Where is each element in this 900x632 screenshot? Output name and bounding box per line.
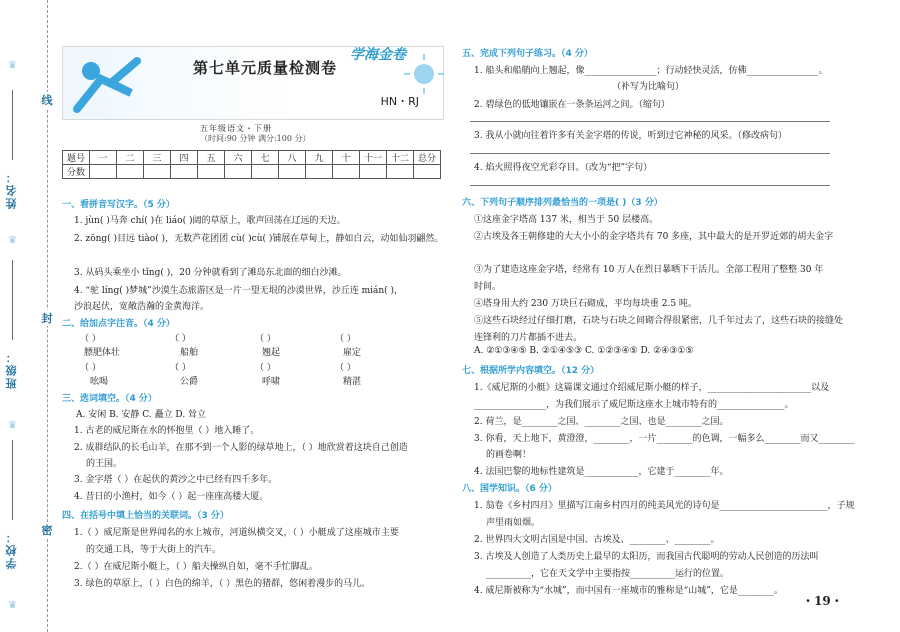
section-8-heading: 八、国学知识。（6 分）: [462, 484, 557, 494]
score-cell: 四: [171, 151, 198, 165]
q6-line: ④塔身用大约 230 万块巨石砌成，平均每块重 2.5 吨。: [474, 299, 697, 309]
q6-line: 时间。: [474, 282, 502, 292]
q3-line: 4. 昔日的小渔村，如今（ ）起一座座高楼大厦。: [74, 492, 269, 502]
section-2-heading: 二、给加点字注音。（4 分）: [62, 319, 175, 329]
section-4-heading: 四、在括号中填上恰当的关联词。（3 分）: [62, 511, 229, 521]
section-7-heading: 七、根据所学内容填空。（12 分）: [462, 366, 600, 376]
q4-line: 3. 绿色的草原上，（ ）白色的绵羊，（ ）黑色的猪群，悠闲着漫步的马儿。: [74, 579, 371, 589]
q5-line: （补写为比喻句）: [612, 82, 685, 92]
q7-line: 3. 你看，天上地下，黄澄澄，________，一片________的色调，一幅多么________而又________: [474, 434, 855, 444]
score-cell: 一: [90, 151, 117, 165]
pinyin-blank[interactable]: （ ）: [255, 363, 276, 373]
score-input[interactable]: [117, 165, 144, 179]
score-input[interactable]: [198, 165, 225, 179]
score-cell: 二: [117, 151, 144, 165]
word-item: 呼啸: [262, 377, 281, 387]
crown-icon: ♛: [8, 420, 17, 431]
q5-line: 3. 我从小就向往着许多有关金字塔的传说，听到过它神秘的风采。（修改病句）: [474, 131, 787, 141]
q3-line: 2. 成群结队的长毛山羊，在那不到一个人影的绿草地上，（ ）地欣赏着这块自己创造: [74, 443, 408, 453]
q6-line: ②古埃及各王朝修建的大大小小的金字塔共有 70 多座，其中最大的是开罗近郊的胡夫金字: [474, 232, 834, 242]
time-info: （时间:90 分钟 满分:100 分）: [200, 134, 311, 143]
score-input[interactable]: [225, 165, 252, 179]
q8-line: 2. 世界四大文明古国是中国、古埃及、________、________。: [474, 535, 720, 545]
score-cell: 七: [252, 151, 279, 165]
score-cell: 题号: [63, 151, 90, 165]
logo-figure-icon: [71, 53, 141, 113]
pinyin-blank[interactable]: （ ）: [80, 334, 101, 344]
score-input[interactable]: [252, 165, 279, 179]
q4-line: 2.（ ）在威尼斯小艇上，（ ）船夫操纵自如，毫不手忙脚乱。: [74, 562, 318, 572]
score-input[interactable]: [171, 165, 198, 179]
score-table-header-row: [63, 151, 441, 165]
q4-line: 1.（ ）威尼斯是世界闻名的水上城市，河道纵横交叉，（ ）小艇成了这座城市主要: [74, 528, 399, 538]
q6-line: ③为了建造这座金字塔，经常有 10 万人在烈日暴晒下干活儿。全部工程用了整整 30 年: [474, 265, 824, 275]
score-cell: 五: [198, 151, 225, 165]
q5-line: 4. 焰火照得夜空光彩夺目。（改为“把”字句）: [474, 163, 653, 173]
pinyin-blank[interactable]: （ ）: [335, 334, 356, 344]
pinyin-blank[interactable]: （ ）: [255, 334, 276, 344]
q5-line: 2. 碧绿色的低地镶嵌在一条条运河之间。（缩句）: [474, 100, 670, 110]
score-cell: 总分: [414, 151, 441, 165]
section-6-heading: 六、下列句子顺序排列最恰当的一项是( )（3 分）: [462, 198, 663, 208]
page-number: ・19・: [802, 594, 843, 608]
score-cell: 八: [279, 151, 306, 165]
section-5-heading: 五、完成下列句子练习。（4 分）: [462, 49, 593, 59]
score-cell: 九: [306, 151, 333, 165]
score-cell: 十: [333, 151, 360, 165]
answer-line[interactable]: [470, 153, 830, 154]
q7-line: 1.《威尼斯的小艇》这篇课文通过介绍威尼斯小艇的样子，_______________________以及: [474, 383, 830, 393]
q1-line: 沙浪起伏，宽敞浩瀚的金黄海洋。: [74, 302, 210, 312]
section-1-heading: 一、看拼音写汉字。（5 分）: [62, 200, 175, 210]
subtitle: 五年级语文・下册: [200, 124, 272, 133]
q3-line: 的王国。: [86, 459, 123, 469]
score-cell: 十二: [387, 151, 414, 165]
q6-line: ⑤这些石块经过仔细打磨，石块与石块之间砌合得很紧密，几千年过去了，这些石块的接缝处: [474, 316, 844, 326]
crown-icon: ♛: [8, 60, 17, 71]
q6-line: ①这座金字塔高 137 米，相当于 50 层楼高。: [474, 215, 659, 225]
q5-line: 1. 船头和船艄向上翘起，像________________；行动轻快灵活，仿佛________________。: [474, 66, 828, 76]
crown-icon: ♛: [8, 600, 17, 611]
q7-line: ________________，为我们展示了威尼斯这座水上城市特有的_______________。: [474, 400, 794, 410]
exam-title: 第七单元质量检测卷: [193, 59, 338, 77]
class-line: [12, 260, 13, 340]
q1-line: 3. 从码头乘坐小 tǐng( )，20 分钟就看到了滩岛东北面的细白沙滩。: [74, 268, 347, 278]
q7-line: 2. 荷兰，是________之国、________之国、也是________之国。: [474, 417, 729, 427]
score-input[interactable]: [144, 165, 171, 179]
q3-line: 3. 金字塔（ ）在起伏的黄沙之中已经有四千多年。: [74, 475, 278, 485]
score-input[interactable]: [414, 165, 441, 179]
pinyin-blank[interactable]: （ ）: [335, 363, 356, 373]
q1-line: 1. jùn( )马奔 chí( )在 liáo( )阔的草原上，歌声回荡在辽远的天边。: [74, 216, 346, 226]
word-item: 公爵: [180, 377, 199, 387]
pinyin-blank[interactable]: （ ）: [80, 363, 101, 373]
section-3-heading: 三、选词填空。（4 分）: [62, 394, 157, 404]
edition-code: HN・RJ: [380, 95, 419, 108]
crown-icon: ♛: [8, 235, 17, 246]
word-item: 精湛: [343, 377, 362, 387]
score-cell: 三: [144, 151, 171, 165]
word-item: 膘肥体壮: [84, 348, 121, 358]
score-label: 分数: [63, 165, 90, 179]
sun-icon: [404, 54, 444, 94]
binding-margin: [0, 0, 56, 632]
q8-line: 4. 威尼斯被称为“水城”，而中国有一座城市的雅称是“山城”，它是________。: [474, 586, 783, 596]
q4-line: 的交通工具，等于大街上的汽车。: [86, 545, 222, 555]
name-line: [12, 90, 13, 160]
score-table-value-row: [63, 165, 441, 179]
q6-line: 连锋利的刀片都插不进去。: [474, 333, 583, 343]
word-options: A. 安闲 B. 安静 C. 矗立 D. 耸立: [76, 410, 207, 420]
name-label: 姓名：: [5, 170, 18, 209]
score-cell: 十一: [360, 151, 387, 165]
score-cell: 六: [225, 151, 252, 165]
word-item: 吆喝: [90, 377, 109, 387]
score-input[interactable]: [306, 165, 333, 179]
cut-mark-secret: 密: [41, 524, 53, 537]
q7-line: 4. 法国巴黎的地标性建筑是____________，它建于________年。: [474, 467, 729, 477]
score-input[interactable]: [90, 165, 117, 179]
word-item: 翘起: [262, 348, 281, 358]
score-input[interactable]: [279, 165, 306, 179]
q8-line: 1. 翁卷《乡村四月》里描写江南乡村四月的纯美风光的诗句是________________________，子规: [474, 501, 855, 511]
score-input[interactable]: [387, 165, 414, 179]
word-item: 雇定: [343, 348, 362, 358]
answer-line[interactable]: [470, 121, 830, 122]
answer-line[interactable]: [470, 185, 830, 186]
q1-line: 2. zōng( )目远 tiào( )，无数芦花团团 cù( )cù( )铺展在草甸上，静如白云，动如仙羽翩然。: [74, 234, 444, 244]
score-table: [62, 150, 441, 179]
cut-mark-seal: 封: [41, 312, 53, 325]
score-input[interactable]: [360, 165, 387, 179]
q8-line: __________，它在天文学中主要指按__________运行的位置。: [486, 569, 730, 579]
q3-line: 1. 古老的威尼斯在水的怀抱里（ ）地入睡了。: [74, 426, 260, 436]
q8-line: 3. 古埃及人创造了人类历史上最早的太阳历，而我国古代聪明的劳动人民创造的历法叫: [474, 552, 819, 562]
q1-line: 4. “驼 líng( )梦城”沙漠生态旅游区是一片一望无垠的沙漠世界，沙丘连 mián( )，: [74, 286, 404, 296]
school-line: [12, 440, 13, 520]
school-label: 学校：: [5, 530, 18, 569]
word-item: 船舶: [180, 348, 199, 358]
class-label: 班级：: [5, 350, 18, 389]
q8-line: 声里雨如烟。: [486, 518, 541, 528]
q7-line: 的画卷啊！: [486, 450, 532, 460]
brand-logo: 学海金卷: [350, 47, 406, 63]
pinyin-blank[interactable]: （ ）: [170, 334, 191, 344]
cut-mark-line: 线: [41, 94, 53, 107]
pinyin-blank[interactable]: （ ）: [170, 363, 191, 373]
q6-options: A. ②①③④⑤ B. ②①④⑤③ C. ①②③④⑤ D. ②④③①⑤: [474, 346, 694, 356]
score-input[interactable]: [333, 165, 360, 179]
